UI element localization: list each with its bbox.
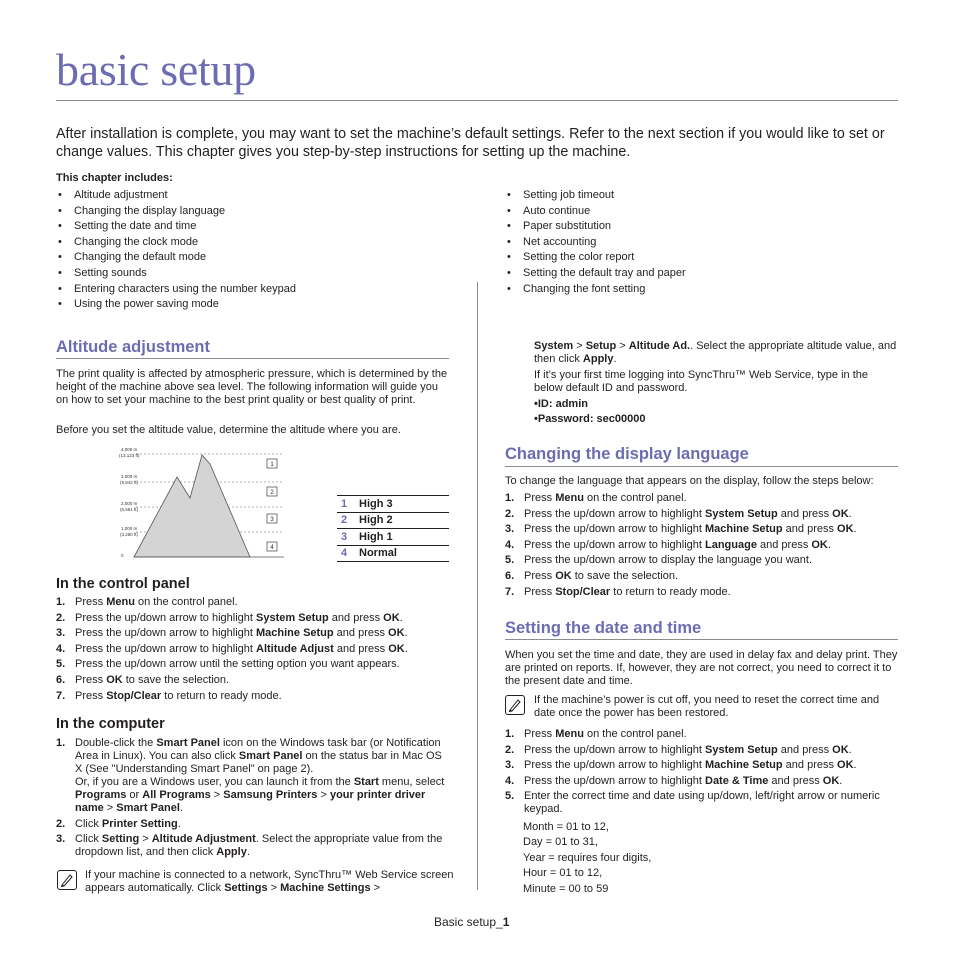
datetime-steps [505,728,885,819]
altitude-heading: Altitude adjustment [56,338,211,356]
y-label-1: (13,123 ft) [119,453,140,458]
list-item: • Net accounting [505,235,686,251]
y-label-0: 4,000 m [121,447,138,452]
marker-4: 4 [270,545,274,551]
list-item: 2. Press the up/down arrow to highlight System Setup and press OK. [505,743,852,756]
list-item: • Altitude adjustment [56,188,296,204]
control-panel-steps [56,596,456,705]
note-icon [505,695,525,715]
level-label: High 2 [359,512,449,529]
list-item: 7. Press Stop/Clear to return to ready mode. [56,689,282,702]
language-intro: To change the language that appears on the display, follow the steps below: [505,475,874,487]
altitude-paragraph-2: Before you set the altitude value, determine the altitude where you are. [56,424,401,436]
table-row [337,496,449,513]
y-label-6: 1,000 m [121,526,138,531]
list-item: 6. Press OK to save the selection. [505,569,679,582]
list-item: 3. Press the up/down arrow to highlight Machine Setup and press OK. [505,759,857,772]
computer-heading: In the computer [56,716,165,732]
table-row [337,529,449,546]
range-hour: Hour = 01 to 12, [523,867,603,879]
list-item: • Changing the clock mode [56,235,296,251]
default-id: •ID: admin [534,398,588,410]
datetime-heading: Setting the date and time [505,619,702,637]
list-item: 1. Double-click the Smart Panel icon on the Windows task bar (or Notification Area in Linux). You can also click Smart Panel on the status bar in Mac OS X (See "Understanding Smart Panel" on page 2). Or, if you are a Windows user, you can launch it from the Start menu, select Programs or All Programs > Samsung Printers > your printer driver name > Smart Panel. [56,737,445,814]
list-item: • Setting the default tray and paper [505,266,686,282]
default-password: •Password: sec00000 [534,413,646,425]
list-item: 1. Press Menu on the control panel. [56,596,238,608]
list-item: • Auto continue [505,204,686,220]
footer-label: Basic setup_ [434,915,503,929]
level-label: High 3 [359,496,449,513]
intro-paragraph: After installation is complete, you may want to set the machine’s default settings. Refer to the next section if you would like to set or change values. This chapter gives you step-by-step instructions for setting up the machine. [56,126,885,160]
list-item: 2. Press the up/down arrow to highlight System Setup and press OK. [56,611,403,624]
list-item: 3. Click Setting > Altitude Adjustment. Select the appropriate value from the dropdown list, and then click Apply. [56,833,443,859]
list-item: • Using the power saving mode [56,297,296,313]
altitude-heading-rule [56,358,449,359]
list-item: • Entering characters using the number keypad [56,282,296,298]
level-label: Normal [359,545,449,562]
list-item: 1. Press Menu on the control panel. [505,728,687,740]
list-item: • Setting the date and time [56,219,296,235]
column-divider [477,282,478,890]
list-item: • Setting job timeout [505,188,686,204]
syncthru-login-note: If it’s your first time logging into SyncThru™ Web Service, type in the below default ID and password. [534,369,869,394]
computer-steps [56,737,451,862]
y-label-5: (6,561 ft) [120,507,139,512]
list-item: 3. Press the up/down arrow to highlight Machine Setup and press OK. [505,523,857,536]
list-item: 5. Press the up/down arrow until the setting option you want appears. [56,658,400,671]
list-item: 2. Press the up/down arrow to highlight System Setup and press OK. [505,507,852,520]
list-item: 3. Press the up/down arrow to highlight Machine Setup and press OK. [56,627,408,640]
language-heading: Changing the display language [505,445,749,463]
list-item: • Changing the default mode [56,250,296,266]
list-item: 7. Press Stop/Clear to return to ready mode. [505,585,731,598]
range-day: Day = 01 to 31, [523,836,598,848]
note-icon [57,870,77,890]
level-number: 3 [337,529,359,546]
network-note-continued: System > Setup > Altitude Ad.. Select the appropriate altitude value, and then click Apply. [534,340,897,365]
y-label-3: (9,842 ft) [120,480,139,485]
range-year: Year = requires four digits, [523,852,652,864]
network-note: If your machine is connected to a network, SyncThru™ Web Service screen appears automatically. Click Settings > Machine Settings > [85,869,454,894]
list-item: 4. Press the up/down arrow to highlight Altitude Adjust and press OK. [56,642,408,655]
mountain-shape [134,455,250,557]
table-row [337,545,449,562]
power-note: If the machine’s power is cut off, you need to reset the correct time and date once the power has been restored. [534,694,880,719]
altitude-diagram [112,440,292,565]
list-item: • Paper substitution [505,219,686,235]
marker-2: 2 [270,490,274,496]
datetime-intro: When you set the time and date, they are used in delay fax and delay print. They are printed on reports. If, however, they are not correct, you need to correct it to the present date and time. [505,649,898,687]
list-item: • Changing the display language [56,204,296,220]
marker-3: 3 [270,517,274,523]
y-label-4: 2,000 m [121,501,138,506]
y-label-7: (3,280 ft) [120,532,139,537]
list-item: 4. Press the up/down arrow to highlight Language and press OK. [505,538,831,551]
control-panel-heading: In the control panel [56,576,190,592]
list-item: • Setting the color report [505,250,686,266]
y-label-8: 0 [121,553,124,558]
level-number: 4 [337,545,359,562]
list-item: 1. Press Menu on the control panel. [505,492,687,504]
includes-label: This chapter includes: [56,172,173,184]
page-footer [434,915,509,929]
level-number: 2 [337,512,359,529]
list-item: 4. Press the up/down arrow to highlight Date & Time and press OK. [505,774,843,787]
page-number: 1 [502,915,510,929]
altitude-level-table [337,495,449,562]
language-steps [505,492,900,601]
list-item: • Changing the font setting [505,282,686,298]
list-item: 2. Click Printer Setting. [56,817,181,830]
list-item: 6. Press OK to save the selection. [56,673,230,686]
list-item: 5. Press the up/down arrow to display the language you want. [505,554,813,567]
y-label-2: 3,000 m [121,474,138,479]
table-row [337,512,449,529]
level-number: 1 [337,496,359,513]
list-item: 5. Enter the correct time and date using up/down, left/right arrow or numeric keypad. [505,790,880,816]
altitude-paragraph-1: The print quality is affected by atmospheric pressure, which is determined by the height of the machine above sea level. The following information will guide you on how to set your machine to the best print quality or best quality of print. [56,368,448,406]
datetime-heading-rule [505,639,898,640]
chapter-includes-list-left [56,188,296,313]
range-month: Month = 01 to 12, [523,821,609,833]
chapter-includes-list-right [505,188,686,297]
level-label: High 1 [359,529,449,546]
list-item: • Setting sounds [56,266,296,282]
page-title: basic setup [56,44,256,95]
range-minute: Minute = 00 to 59 [523,883,609,895]
marker-1: 1 [270,462,274,468]
title-divider [56,100,898,101]
language-heading-rule [505,466,898,467]
